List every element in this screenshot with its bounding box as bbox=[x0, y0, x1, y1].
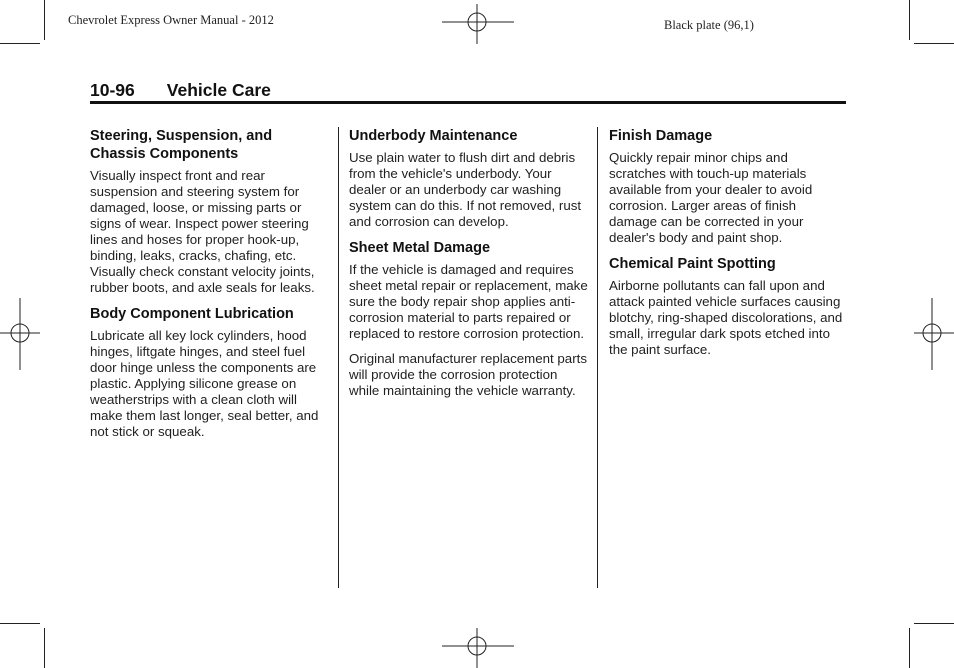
paragraph: Airborne pollutants can fall upon and attack painted vehicle surfaces causing blotchy, ring-shaped discolorations, and small, irregular dark spots etched into the paint surface. bbox=[609, 278, 843, 357]
section-heading: Chemical Paint Spotting bbox=[609, 256, 776, 272]
crop-mark bbox=[44, 628, 45, 668]
registration-mark-icon bbox=[442, 4, 514, 44]
plate-label: Black plate (96,1) bbox=[664, 18, 754, 32]
section-title: Vehicle Care bbox=[166, 80, 271, 100]
section-chemical-spotting bbox=[609, 255, 845, 358]
section-finish-damage bbox=[609, 127, 845, 246]
column-1 bbox=[90, 127, 330, 449]
crop-mark bbox=[909, 628, 910, 668]
manual-title: Chevrolet Express Owner Manual - 2012 bbox=[68, 13, 274, 27]
paragraph: Quickly repair minor chips and scratches with touch-up materials available from your dealer to avoid corrosion. Larger areas of finish damage can be corrected in your dealer's body and paint shop. bbox=[609, 150, 813, 245]
registration-mark-icon bbox=[442, 628, 514, 668]
paragraph: If the vehicle is damaged and requires sheet metal repair or replacement, make sure the body repair shop applies anti-corrosion material to parts repaired or replaced to restore corrosion protection. bbox=[349, 262, 588, 341]
section-heading: Body Component Lubrication bbox=[90, 306, 294, 322]
title-rule bbox=[90, 101, 846, 104]
crop-mark bbox=[0, 43, 40, 44]
section-steering bbox=[90, 127, 330, 296]
registration-mark-icon bbox=[914, 298, 954, 370]
crop-mark bbox=[914, 623, 954, 624]
paragraph: Original manufacturer replacement parts will provide the corrosion protection while maintaining the vehicle warranty. bbox=[349, 351, 587, 398]
crop-mark bbox=[909, 0, 910, 40]
section-heading: Steering, Suspension, and Chassis Components bbox=[90, 128, 273, 162]
column-2 bbox=[349, 127, 591, 408]
paragraph: Visually inspect front and rear suspension and steering system for damaged, loose, or missing parts or signs of wear. Inspect power steering lines and hoses for proper hook-up, binding, leaks, cracks, chafing, etc. Visually check constant velocity joints, rubber boots, and axle seals for leaks. bbox=[90, 168, 315, 295]
section-heading: Underbody Maintenance bbox=[349, 128, 518, 144]
column-divider bbox=[338, 127, 339, 588]
section-heading: Sheet Metal Damage bbox=[349, 240, 491, 256]
column-divider bbox=[597, 127, 598, 588]
section-heading: Finish Damage bbox=[609, 128, 713, 144]
paragraph: Lubricate all key lock cylinders, hood hinges, liftgate hinges, and steel fuel door hinge unless the components are plastic. Applying silicone grease on weatherstrips with a clean cloth will make them last longer, seal better, and not stick or squeak. bbox=[90, 328, 319, 439]
registration-mark-icon bbox=[0, 298, 40, 370]
page-number: 10-96 bbox=[90, 80, 135, 100]
section-sheet-metal bbox=[349, 239, 591, 399]
crop-mark bbox=[0, 623, 40, 624]
page-title bbox=[90, 80, 271, 101]
crop-mark bbox=[44, 0, 45, 40]
paragraph: Use plain water to flush dirt and debris from the vehicle's underbody. Your dealer or an underbody car washing system can do this. If not removed, rust and corrosion can develop. bbox=[349, 150, 582, 229]
column-3 bbox=[609, 127, 845, 367]
crop-mark bbox=[914, 43, 954, 44]
section-underbody bbox=[349, 127, 591, 230]
section-body-lubrication bbox=[90, 305, 330, 440]
